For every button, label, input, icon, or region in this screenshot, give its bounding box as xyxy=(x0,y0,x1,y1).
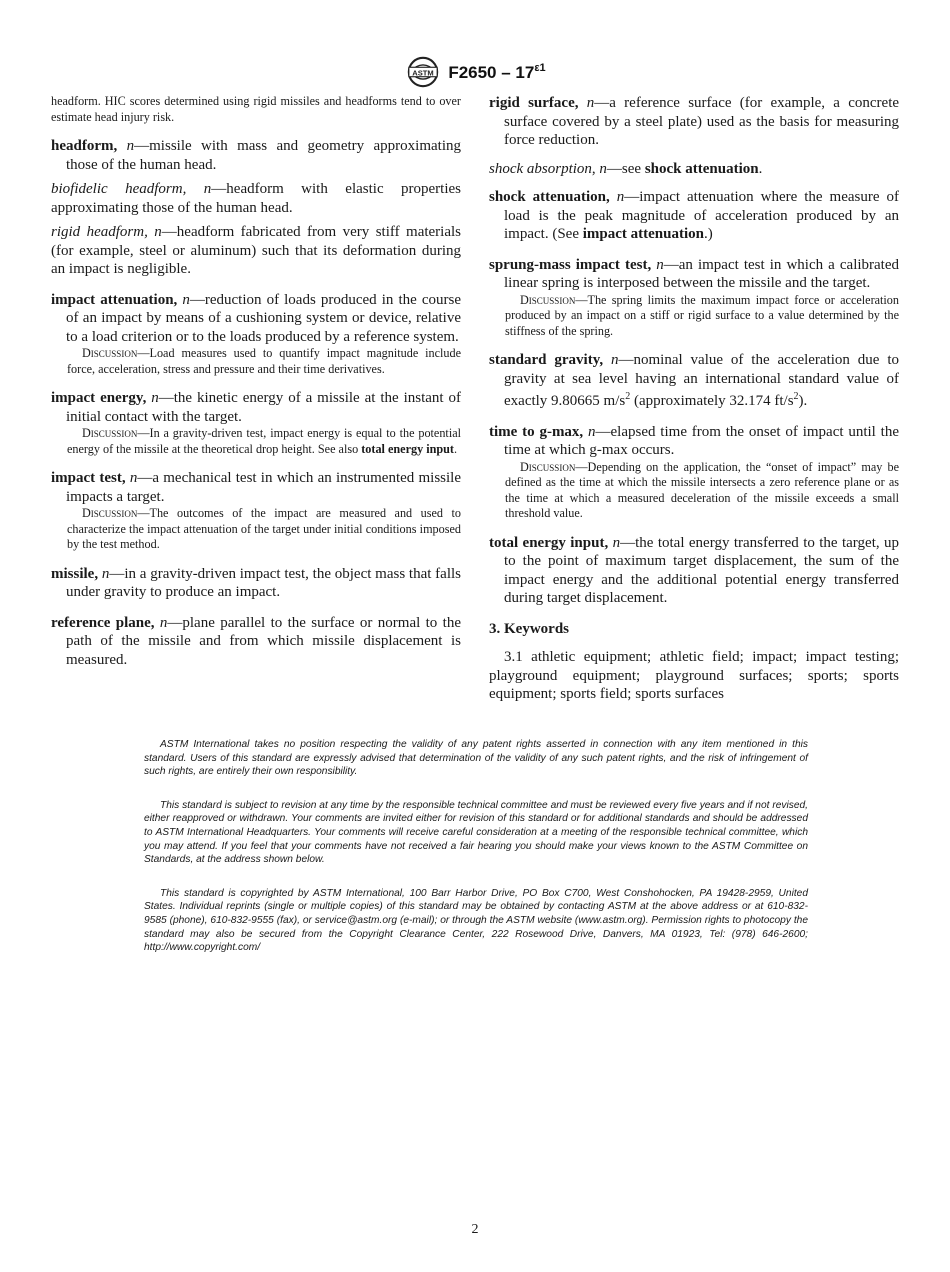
definition-shock-absorption: shock absorption, n—see shock attenuation. xyxy=(489,160,763,177)
definition-biofidelic-headform: biofidelic headform, n—headform with elastic properties approximating those of the human head. xyxy=(51,181,462,216)
definition-missile: missile, n—in a gravity-driven impact test, the object mass that falls under gravity to produce an impact. xyxy=(51,565,461,600)
definition-sprung-mass-impact-test: sprung-mass impact test, n—an impact test in which a calibrated linear spring is interposed between the missile and the target. xyxy=(489,256,900,291)
astm-logo-icon xyxy=(404,55,442,89)
discussion-sprung-mass: Discussion—The spring limits the maximum impact force or acceleration produced by an impact on a stiff or rigid surface to a value determined by the stiffness of the spring. xyxy=(505,292,899,338)
definition-impact-energy: impact energy, n—the kinetic energy of a missile at the instant of initial contact with the target. xyxy=(51,390,462,425)
notice-patent-rights: ASTM International takes no position respecting the validity of any patent rights asserted in connection with any item mentioned in this standard. Users of this standard are expressly advised that determination of the validity of any such patent rights, and the risk of infringement of such rights, are entirely their own responsibility. xyxy=(144,739,808,778)
definition-rigid-headform: rigid headform, n—headform fabricated from very stiff materials (for example, steel or aluminum) such that its deformation during an impact is negligible. xyxy=(51,224,462,277)
discussion-impact-test: Discussion—The outcomes of the impact are measured and used to characterize the impact attenuation of the target under initial conditions imposed by the test method. xyxy=(67,506,461,551)
legal-notices xyxy=(144,738,808,975)
left-column xyxy=(51,94,461,669)
keywords-paragraph: 3.1 athletic equipment; athletic field; impact; impact testing; playground equipment; playground surfaces; sports; sports equipment; sports field; sports surfaces xyxy=(489,649,899,702)
definition-shock-attenuation: shock attenuation, n—impact attenuation where the measure of load is the peak magnitude of acceleration produced by an impact. (See impact attenuation.) xyxy=(489,189,899,242)
definition-impact-attenuation: impact attenuation, n—reduction of loads produced in the course of an impact by means of a cushioning system or device, relative to a load criterion or to the loads produced by a reference system. xyxy=(51,291,461,345)
page-number: 2 xyxy=(471,1222,479,1237)
definition-reference-plane: reference plane, n—plane parallel to the surface or normal to the path of the missile and from which missile displacement is measured. xyxy=(51,614,461,668)
definition-total-energy-input: total energy input, n—the total energy transferred to the target, up to the point of maximum target displacement, the sum of the impact energy and the additional potential energy transferred during target displacement. xyxy=(489,534,900,606)
discussion-time-to-g-max: Discussion—Depending on the application, the “onset of impact” may be defined as the time at which the missile intersects a zero reference plane or as the time at which a measured deceleration of the missile exceeds a small threshold value. xyxy=(505,459,899,520)
definition-rigid-surface: rigid surface, n—a reference surface (for example, a concrete surface covered by a steel plate) used as the basis for measuring force reduction. xyxy=(489,95,900,148)
definition-standard-gravity: standard gravity, n—nominal value of the acceleration due to gravity at sea level having an international standard value of exactly 9.80665 $m/s^2$ (approximately 32.174 $ft/s^2$). xyxy=(489,352,899,409)
definition-time-to-g-max: time to g-max, n—elapsed time from the onset of impact until the time at which g-max occurs. xyxy=(489,423,899,458)
section-heading-keywords: 3. Keywords xyxy=(489,620,569,637)
continuation-text: headform. HIC scores determined using rigid missiles and headforms tend to over estimate head injury risk. xyxy=(51,94,461,124)
discussion-impact-attenuation: Discussion—Load measures used to quantify impact magnitude include force, acceleration, stress and pressure and their time derivatives. xyxy=(67,346,461,376)
discussion-impact-energy: Discussion—In a gravity-driven test, impact energy is equal to the potential energy of the missile at the theoretical drop height. See also total energy input. xyxy=(67,426,461,456)
notice-copyright: This standard is copyrighted by ASTM International, 100 Barr Harbor Drive, PO Box C700, West Conshohocken, PA 19428-2959, United States. Individual reprints (single or multiple copies) of this standard may be obtained by contacting ASTM at the above address or at 610-832-9585 (phone), 610-832-9555 (fax), or service@astm.org (e-mail); or through the ASTM website (www.astm.org). Permission rights to photocopy the standard may also be secured from the Copyright Clearance Center, 222 Rosewood Drive, Danvers, MA 01923, Tel: (978) 646-2600; http://www.copyright.com/ xyxy=(144,887,808,954)
definition-headform: headform, n—missile with mass and geometry approximating those of the human head. xyxy=(51,138,461,173)
svg-text:ASTM: ASTM xyxy=(412,68,435,78)
notice-revision: This standard is subject to revision at any time by the responsible technical committee and must be reviewed every five years and if not revised, either reapproved or withdrawn. Your comments are invited either for revision of this standard or for additional standards and should be addressed to ASTM International Headquarters. Your comments will receive careful consideration at a meeting of the responsible technical committee, which you may attend. If you feel that your comments have not received a fair hearing you should make your views known to the ASTM Committee on Standards, at the address shown below. xyxy=(144,799,808,866)
definition-impact-test: impact test, n—a mechanical test in which an instrumented missile impacts a target. xyxy=(51,470,461,505)
page-header xyxy=(0,55,950,89)
document-designation: $F2650 - 17^{\varepsilon 1}$ xyxy=(448,61,546,82)
right-column xyxy=(489,94,899,704)
